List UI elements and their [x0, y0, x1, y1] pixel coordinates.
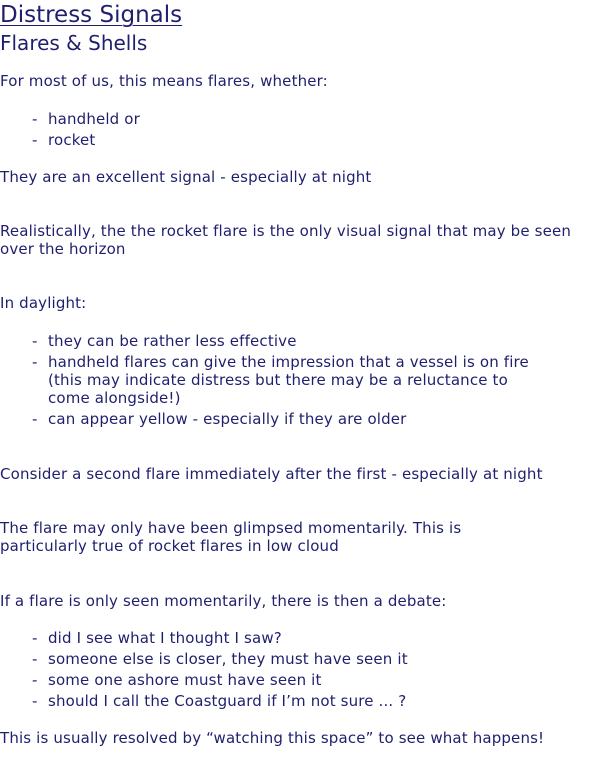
daylight-list	[0, 332, 590, 431]
list-item	[0, 629, 548, 647]
glimpse-paragraph: The flare may only have been glimpsed momentarily. This is particularly true of rocket flares in low cloud	[0, 519, 462, 555]
conclusion-paragraph: This is usually resolved by “watching this space” to see what happens!	[0, 729, 545, 747]
list-dash: -	[32, 671, 38, 689]
debate-list	[0, 629, 590, 713]
debate-paragraph: If a flare is only seen momentarily, there is then a debate:	[0, 592, 447, 610]
list-item-text: did I see what I thought I saw?	[48, 629, 282, 647]
list-dash: -	[32, 110, 38, 128]
list-item	[0, 110, 548, 128]
list-dash: -	[32, 410, 38, 428]
list-item-text: some one ashore must have seen it	[48, 671, 322, 689]
list-item	[0, 410, 548, 428]
page-subtitle: Flares & Shells	[0, 31, 148, 55]
list-dash: -	[32, 332, 38, 350]
list-item-text: someone else is closer, they must have seen it	[48, 650, 408, 668]
list-dash: -	[32, 353, 38, 371]
second-flare-paragraph: Consider a second flare immediately after the first - especially at night	[0, 465, 543, 483]
list-dash: -	[32, 692, 38, 710]
list-dash: -	[32, 650, 38, 668]
rocket-flare-paragraph: Realistically, the the rocket flare is the only visual signal that may be seen over the horizon	[0, 222, 572, 258]
list-item	[0, 131, 548, 149]
list-item-text: should I call the Coastguard if I’m not sure ... ?	[48, 692, 407, 710]
list-item-text: handheld flares can give the impression that a vessel is on fire (this may indicate distress but there may be a reluctance to come alongside!)	[48, 353, 529, 407]
page-title: Distress Signals	[0, 2, 183, 28]
list-item-text: rocket	[48, 131, 96, 149]
list-item-text: they can be rather less effective	[48, 332, 297, 350]
night-signal-paragraph: They are an excellent signal - especially at night	[0, 168, 372, 186]
intro-paragraph: For most of us, this means flares, whether:	[0, 72, 328, 90]
list-item	[0, 692, 548, 710]
list-item	[0, 332, 548, 350]
list-item	[0, 353, 548, 407]
list-dash: -	[32, 131, 38, 149]
list-item	[0, 650, 548, 668]
list-item-text: can appear yellow - especially if they are older	[48, 410, 407, 428]
list-item-text: handheld or	[48, 110, 140, 128]
flare-types-list	[0, 110, 590, 152]
list-item	[0, 671, 548, 689]
daylight-heading: In daylight:	[0, 294, 87, 312]
list-dash: -	[32, 629, 38, 647]
